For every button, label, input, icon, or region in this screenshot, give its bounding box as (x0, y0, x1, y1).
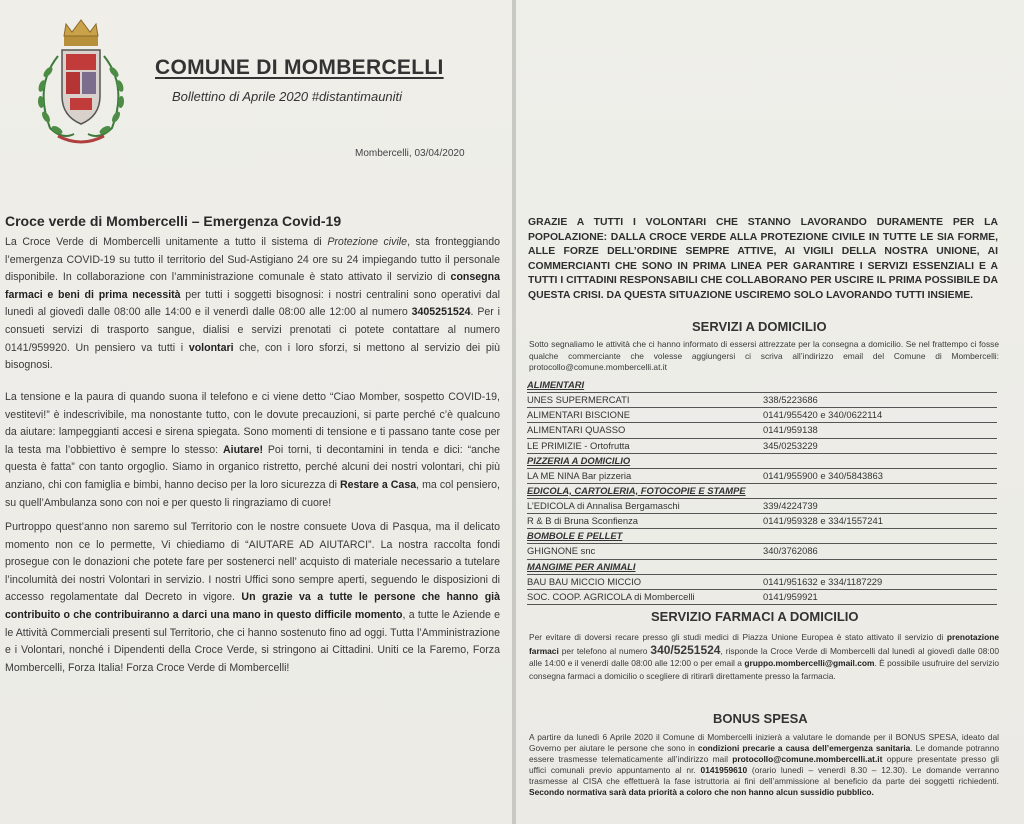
business-phone: 0141/959138 (763, 424, 818, 436)
directory-category: ALIMENTARI (527, 378, 997, 393)
business-name: LA ME NINA Bar pizzeria (527, 469, 632, 481)
business-name: UNES SUPERMERCATI (527, 394, 630, 405)
business-name: SOC. COOP. AGRICOLA di Mombercelli (527, 590, 695, 602)
directory-row (527, 514, 997, 529)
business-phone: 339/4224739 (763, 499, 818, 511)
bulletin-subtitle: Bollettino di Aprile 2020 #distantimauniti (172, 89, 403, 104)
business-phone: 0141/955420 e 340/0622114 (763, 409, 883, 421)
municipal-crest-icon (28, 16, 134, 150)
directory-row (527, 544, 997, 559)
bonus-section-title: BONUS SPESA (713, 711, 808, 726)
business-name: GHIGNONE snc (527, 545, 596, 557)
page-title: COMUNE DI MOMBERCELLI (155, 56, 444, 79)
business-phone: 345/0253229 (763, 439, 818, 451)
business-name: L’EDICOLA di Annalisa Bergamaschi (527, 499, 680, 511)
directory-row (527, 575, 997, 590)
article-title: Croce verde di Mombercelli – Emergenza Covid-19 (5, 213, 342, 229)
bonus-paragraph: A partire da lunedì 6 Aprile 2020 il Comune di Mombercelli inizierà a valutare le domande per il BONUS SPESA, ideato dal Governo per aiutare le persone che sono in condizioni precarie a causa dell’emergenza sanitaria. Le domande potranno essere trasmesse telematicamente all’indirizzo mail protocollo@comune.mombercelli.at.it oppure presentate presso gli uffici comunali previo appuntamento al nr. 0141959610 (orario lunedì – venerdì 8.30 – 12.30). Le domande verranno trasmesse al CISA che effettuerà la fase istruttoria ai fini dell’ammissione al beneficio da parte dei soggetti richiedenti. Secondo normativa sarà data priorità a coloro che non hanno alcun sussidio pubblico. (529, 732, 1000, 797)
article-paragraph-1: La Croce Verde di Mombercelli unitamente a tutto il sistema di Protezione civile, sta fronteggiando l’emergenza COVID-19 su tutto il territorio del Sud-Astigiano 24 ore su 24 impiegando tutto il personale disponibile. In collaborazione con l’amministrazione comunale è stato attivato il servizio di consegna farmaci e beni di prima necessità per tutti i soggetti bisognosi: i nostri centralini sono operativi dal lunedì al giovedì dalle 08:00 alle 14:00 e il venerdì dalle 08:00 alle 12:00 al numero 3405251524. Per i consueti servizi di trasporto sangue, dialisi e servizi prenotati ci potete contattare al numero 0141/959920. Un pensiero va tutti i volontari che, con i loro sforzi, si mettono al servizio dei più bisognosi. (5, 236, 500, 372)
directory-row (527, 408, 997, 423)
business-phone: 0141/959921 (763, 590, 818, 602)
directory-row (527, 469, 997, 484)
servizi-intro: Sotto segnaliamo le attività che ci hanno informato di essersi attrezzate per la consegna a domicilio. Se nel frattempo ci fosse qualche commerciante che volesse aggiungersi ci scriva all’indirizzo email del Comune di Mombercelli: protocollo@comune.mombercelli.at.it (529, 339, 999, 373)
directory-category: PIZZERIA A DOMICILIO (527, 454, 997, 469)
business-phone: 0141/951632 e 334/1187229 (763, 575, 883, 587)
farmaci-paragraph: Per evitare di doversi recare presso gli studi medici di Piazza Unione Europea è stato attivato il servizio di prenotazione farmaci per telefono al numero 340/5251524, risponde la Croce Verde di Mombercelli dal lunedì al giovedì dalle 08:00 alle 14:00 e il venerdì dalle 08:00 alle 12:00 o per email a gruppo.mombercelli@gmail.com. È possibile usufruire del servizio consegna farmaci a domicilio o scegliere di ritirarli direttamente presso la farmacia. (529, 632, 999, 681)
business-name: BAU BAU MICCIO MICCIO (527, 575, 642, 587)
directory-row (527, 393, 997, 408)
directory-row (527, 499, 997, 514)
business-name: ALIMENTARI QUASSO (527, 424, 626, 436)
article-paragraph-3: Purtroppo quest’anno non saremo sul Territorio con le nostre consuete Uova di Pasqua, ma il delicato momento non ce lo permette, Vi chiediamo di “AIUTARE AD AIUTARCI”. La nostra raccolta fondi prosegue con le donazioni che potete fare per sostenerci nell’ acquisto di materiale necessario a tutelare l’incolumità dei nostri Volontari in servizio. I nostri Uffici sono sempre aperti, seguendo le disposizioni di accesso regolamentate dal Decreto in vigore. Un grazie va a tutte le persone che hanno già contribuito o che contribuiranno a darci una mano in questo difficile momento, a tutte le Aziende e le Attività Commerciali presenti sul Territorio, che ci hanno sostenuto fino ad oggi. Tutta l’Amministrazione e i Volontari, nonché i Dipendenti della Croce Verde, si stringono ai Cittadini. Uniti ce la Faremo, Forza Mombercelli, Forza Italia! Forza Croce Verde di Mombercelli! (5, 521, 500, 674)
business-name: LE PRIMIZIE - Ortofrutta (527, 439, 630, 451)
directory-category: EDICOLA, CARTOLERIA, FOTOCOPIE E STAMPE (527, 484, 997, 499)
directory-category: BOMBOLE E PELLET (527, 529, 997, 544)
date-line: Mombercelli, 03/04/2020 (355, 148, 465, 159)
business-phone: 340/3762086 (763, 545, 818, 557)
directory-category: MANGIME PER ANIMALI (527, 560, 997, 575)
business-name: R & B di Bruna Sconfienza (527, 515, 638, 527)
business-phone: 338/5223686 (763, 394, 818, 405)
business-phone: 0141/955900 e 340/5843863 (763, 469, 883, 481)
farmaci-section-title: SERVIZIO FARMACI A DOMICILIO (651, 609, 859, 624)
thanks-paragraph: GRAZIE A TUTTI I VOLONTARI CHE STANNO LAVORANDO DURAMENTE PER LA POPOLAZIONE: DALLA CROCE VERDE ALLA PROTEZIONE CIVILE IN TUTTE LE SIA FORME, ALLE FORZE DELL’ORDINE SEMPRE ATTIVE, AI VIGILI DELLA NOSTRA UNIONE, AI COMMERCIANTI CHE SONO IN PRIMA LINEA PER GARANTIRE I SERVIZI ESSENZIALI E A TUTTI I CITTADINI RESPONSABILI CHE COLLABORANO PER USCIRE IL PRIMA POSSIBILE DA QUESTA CRISI. DA QUESTA SITUAZIONE USCIREMO SOLO LAVORANDO TUTTI INSIEME. (528, 217, 998, 301)
business-name: ALIMENTARI BISCIONE (527, 409, 630, 421)
directory-row (527, 423, 997, 438)
servizi-section-title: SERVIZI A DOMICILIO (692, 319, 827, 334)
article-paragraph-2: La tensione e la paura di quando suona il telefono e ci viene detto “Ciao Momber, sospetto COVID-19, vestitevi!” è indescrivibile, ma nonostante tutto, con le dovute precauzioni, si parte perché c’è qualcuno da aiutare: lampeggianti accesi e sirena spiegata. Sono momenti di tensione e ti passano tante cose per la testa ma l’obbiettivo è sempre lo stesso: Aiutare! Poi torni, ti decontamini in tenda e dici: “anche questa è fatta” con tanto orgoglio. Siamo in organico ristretto, perché alcuni dei nostri volontari, chi più anziano, chi con famiglia e bimbi, hanno deciso per la loro sicurezza di Restare a Casa, ma col pensiero, su quell’Ambulanza sono con noi e per questo li ringraziamo di cuore! (5, 391, 500, 509)
directory-row (527, 590, 997, 605)
business-phone: 0141/959328 e 334/1557241 (763, 515, 883, 527)
directory-row (527, 439, 997, 454)
services-directory (527, 378, 997, 605)
